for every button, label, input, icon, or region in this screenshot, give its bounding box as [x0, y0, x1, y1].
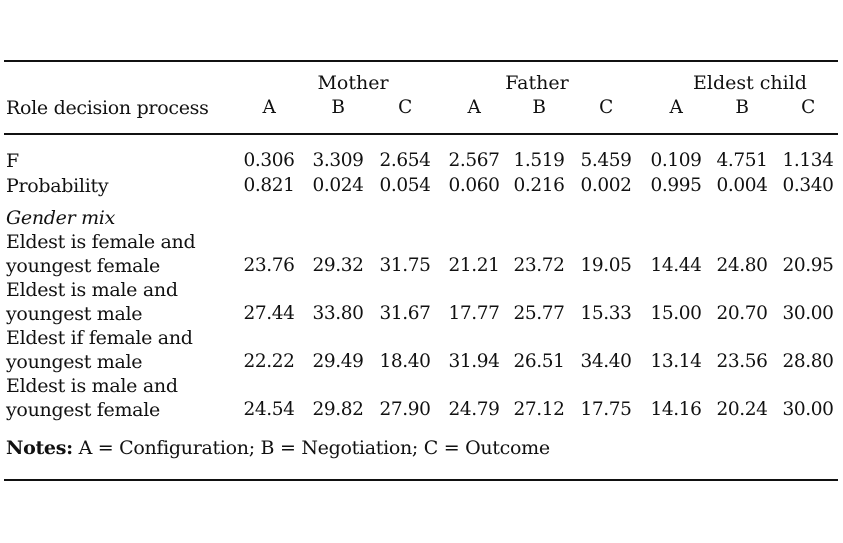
table-cell: 0.216	[513, 175, 565, 196]
table-cell: 13.14	[650, 351, 702, 372]
table-cell: 14.44	[650, 255, 702, 276]
table-cell: 2.567	[448, 150, 500, 171]
gender-mix-label-line2: youngest female	[6, 399, 160, 421]
gender-mix-label-line2: youngest male	[6, 303, 143, 325]
table-cell: 1.134	[782, 150, 834, 171]
table-cell: 5.459	[580, 150, 632, 171]
header-rule	[4, 133, 838, 135]
table-cell: 26.51	[513, 351, 565, 372]
gender-mix-label-line2: youngest male	[6, 351, 143, 373]
table-cell: 20.70	[716, 303, 768, 324]
table-cell: 1.519	[513, 150, 565, 171]
subcolumn-header: B	[735, 97, 749, 118]
table-cell: 0.060	[448, 175, 500, 196]
table-cell: 31.94	[448, 351, 500, 372]
table-cell: 0.306	[243, 150, 295, 171]
subcolumn-header: A	[262, 97, 276, 118]
table-cell: 14.16	[650, 399, 702, 420]
table-cell: 17.77	[448, 303, 500, 324]
top-rule	[4, 60, 838, 62]
subcolumn-header: C	[599, 97, 613, 118]
subcolumn-header: A	[669, 97, 683, 118]
table-cell: 20.95	[782, 255, 834, 276]
subcolumn-header: C	[398, 97, 412, 118]
table-cell: 15.33	[580, 303, 632, 324]
table-cell: 0.109	[650, 150, 702, 171]
gender-mix-label-line2: youngest female	[6, 255, 160, 277]
notes-label: Notes:	[6, 437, 73, 459]
table-cell: 24.80	[716, 255, 768, 276]
subcolumn-header: B	[532, 97, 546, 118]
table-cell: 34.40	[580, 351, 632, 372]
group-header-eldest-child: Eldest child	[693, 72, 807, 94]
table-cell: 4.751	[716, 150, 768, 171]
table-cell: 23.72	[513, 255, 565, 276]
table-cell: 24.54	[243, 399, 295, 420]
table-cell: 3.309	[312, 150, 364, 171]
table-cell: 27.90	[379, 399, 431, 420]
bottom-rule	[4, 479, 838, 481]
table-cell: 0.004	[716, 175, 768, 196]
subcolumn-header: A	[467, 97, 481, 118]
table-cell: 0.054	[379, 175, 431, 196]
table-cell: 0.821	[243, 175, 295, 196]
table-cell: 25.77	[513, 303, 565, 324]
group-header-father: Father	[505, 72, 569, 94]
table-cell: 23.76	[243, 255, 295, 276]
table-cell: 27.12	[513, 399, 565, 420]
table-cell: 29.32	[312, 255, 364, 276]
group-header-mother: Mother	[317, 72, 389, 94]
stat-row-label: Probability	[6, 175, 109, 197]
table-notes	[6, 437, 550, 459]
gender-mix-label-line1: Eldest is male and	[6, 279, 178, 301]
table-cell: 29.82	[312, 399, 364, 420]
gender-mix-label-line1: Eldest if female and	[6, 327, 193, 349]
gender-mix-label-line1: Eldest is female and	[6, 231, 196, 253]
table-cell: 24.79	[448, 399, 500, 420]
table-cell: 19.05	[580, 255, 632, 276]
section-label-gender-mix: Gender mix	[6, 207, 115, 229]
subcolumn-header: B	[331, 97, 345, 118]
table-cell: 0.340	[782, 175, 834, 196]
table-cell: 0.995	[650, 175, 702, 196]
table-cell: 31.67	[379, 303, 431, 324]
table-cell: 15.00	[650, 303, 702, 324]
table-cell: 2.654	[379, 150, 431, 171]
table-cell: 30.00	[782, 303, 834, 324]
table-cell: 28.80	[782, 351, 834, 372]
table-cell: 31.75	[379, 255, 431, 276]
table-cell: 30.00	[782, 399, 834, 420]
table-cell: 23.56	[716, 351, 768, 372]
table-cell: 0.024	[312, 175, 364, 196]
table-cell: 21.21	[448, 255, 500, 276]
table-cell: 0.002	[580, 175, 632, 196]
table-cell: 29.49	[312, 351, 364, 372]
table-cell: 22.22	[243, 351, 295, 372]
table-cell: 18.40	[379, 351, 431, 372]
stat-row-label: F	[6, 150, 19, 172]
table-cell: 20.24	[716, 399, 768, 420]
table-cell: 17.75	[580, 399, 632, 420]
gender-mix-label-line1: Eldest is male and	[6, 375, 178, 397]
subcolumn-header: C	[801, 97, 815, 118]
row-header-label: Role decision process	[6, 97, 209, 119]
table-cell: 33.80	[312, 303, 364, 324]
notes-text: A = Configuration; B = Negotiation; C = Outcome	[78, 437, 550, 459]
table-cell: 27.44	[243, 303, 295, 324]
